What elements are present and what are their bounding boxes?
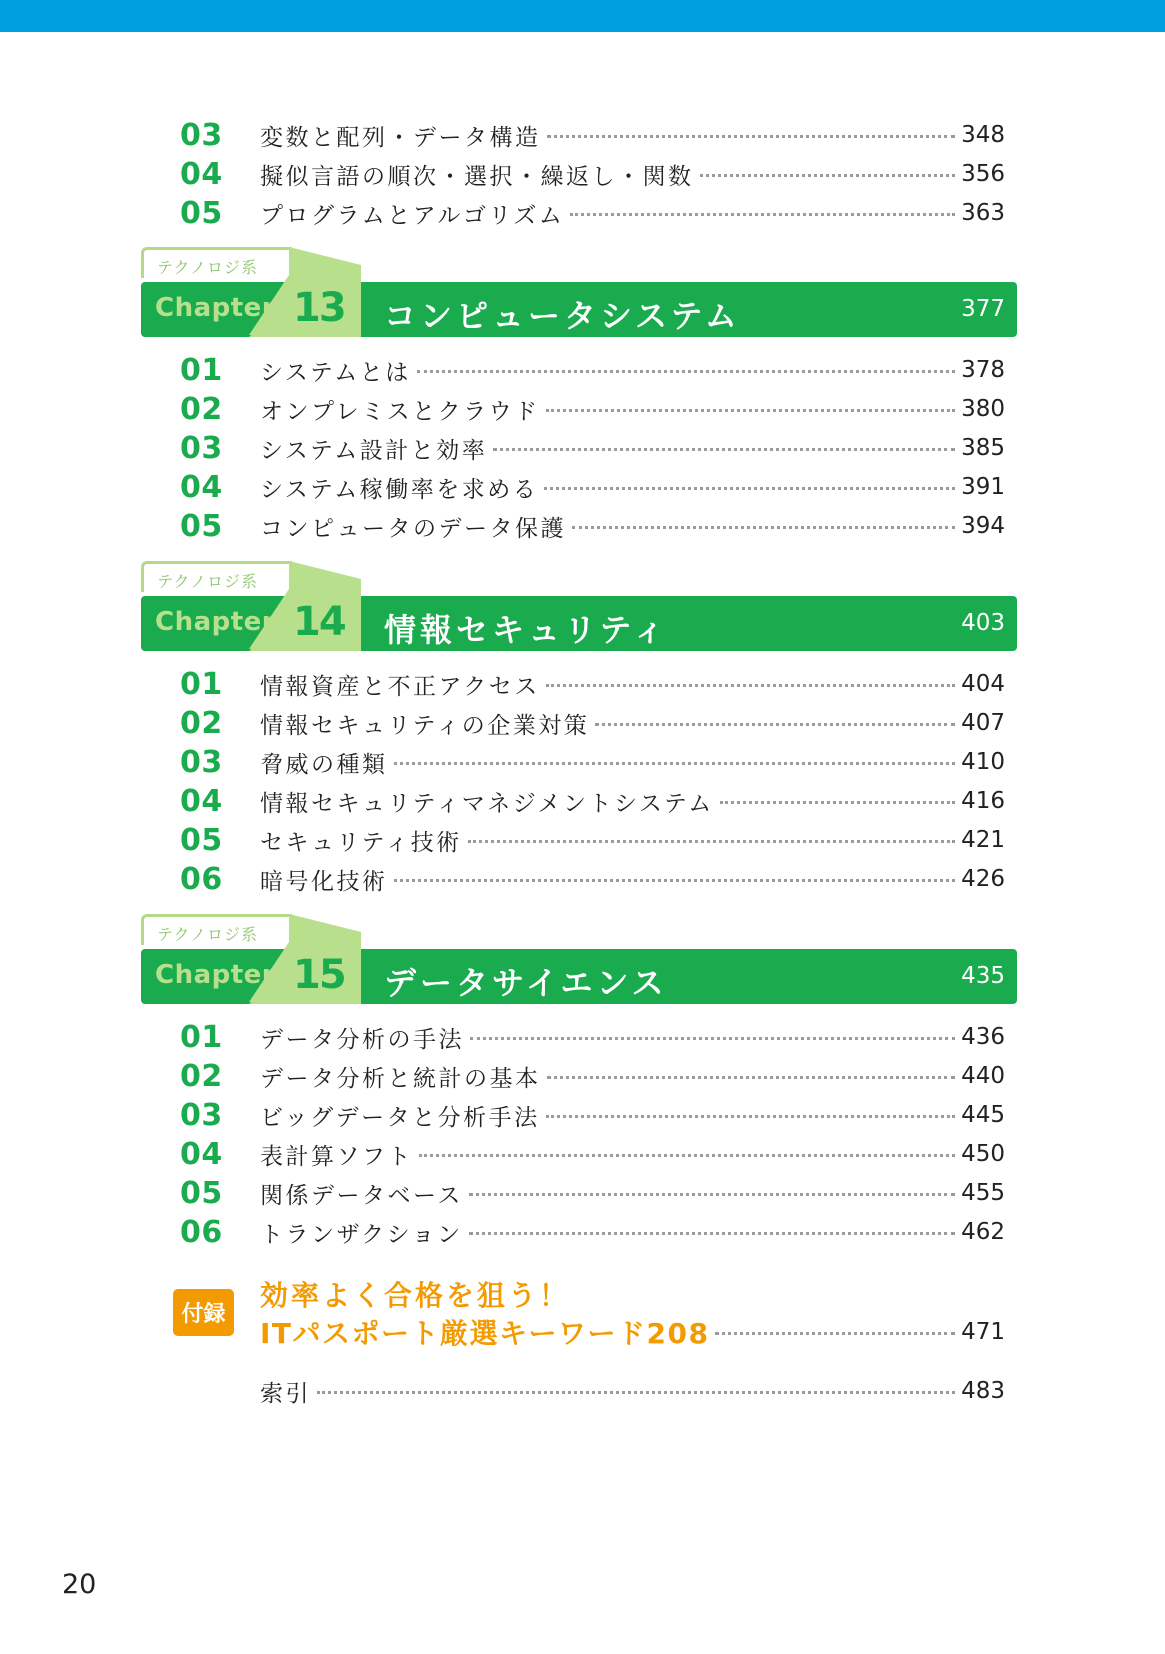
- section-number: 04: [180, 156, 223, 192]
- section-title: 情報セキュリティの企業対策: [260, 712, 590, 739]
- page-number: 462: [961, 1219, 1005, 1245]
- toc-entry[interactable]: [180, 704, 1005, 742]
- page-number: 471: [961, 1319, 1005, 1345]
- toc-entry[interactable]: [180, 1135, 1005, 1173]
- chapter-word: Chapter: [155, 960, 276, 990]
- category-label: テクノロジ系: [157, 925, 259, 944]
- page-number: 380: [961, 396, 1005, 422]
- toc-entry[interactable]: [180, 1018, 1005, 1056]
- section-title: システムとは: [260, 359, 411, 386]
- page-number: 410: [961, 749, 1005, 775]
- section-title: セキュリティ技術: [260, 829, 462, 856]
- section-number: 03: [180, 117, 223, 153]
- page-number: 455: [961, 1180, 1005, 1206]
- section-title: データ分析と統計の基本: [260, 1065, 541, 1092]
- index-entry[interactable]: [260, 1372, 1005, 1410]
- dot-leader: [468, 840, 955, 843]
- page-number: 436: [961, 1024, 1005, 1050]
- toc-entry[interactable]: [180, 351, 1005, 389]
- section-title: 変数と配列・データ構造: [260, 124, 541, 151]
- dot-leader: [546, 409, 956, 412]
- section-title: トランザクション: [260, 1221, 463, 1248]
- toc-entry[interactable]: [180, 507, 1005, 545]
- section-title: 暗号化技術: [260, 868, 388, 895]
- appendix-title-line1[interactable]: 効率よく合格を狙う！: [260, 1279, 571, 1312]
- section-number: 02: [180, 391, 223, 427]
- toc-entry[interactable]: [180, 743, 1005, 781]
- toc-entry[interactable]: [180, 1213, 1005, 1251]
- dot-leader: [572, 526, 955, 529]
- chapter-page: 403: [961, 610, 1005, 636]
- chapter-word: Chapter: [155, 293, 276, 323]
- section-number: 05: [180, 822, 223, 858]
- section-number: 03: [180, 744, 223, 780]
- page-number: 404: [961, 671, 1005, 697]
- section-title: システム設計と効率: [260, 437, 488, 464]
- dot-leader: [570, 213, 955, 216]
- section-number: 04: [180, 1136, 223, 1172]
- section-number: 02: [180, 705, 223, 741]
- section-title: 情報資産と不正アクセス: [260, 673, 540, 700]
- section-number: 05: [180, 1175, 223, 1211]
- section-title: 表計算ソフト: [260, 1143, 413, 1170]
- page-number: 407: [961, 710, 1005, 736]
- section-number: 01: [180, 1019, 223, 1055]
- dot-leader: [417, 370, 955, 373]
- section-title: データ分析の手法: [260, 1026, 464, 1053]
- dot-leader: [469, 1232, 955, 1235]
- chapter-page: 435: [961, 963, 1005, 989]
- section-title: ビッグデータと分析手法: [260, 1104, 540, 1131]
- page-number: 483: [961, 1378, 1005, 1404]
- page-number: 421: [961, 827, 1005, 853]
- chapter-page: 377: [961, 296, 1005, 322]
- page-number: 426: [961, 866, 1005, 892]
- section-number: 04: [180, 783, 223, 819]
- dot-leader: [595, 723, 955, 726]
- page-number: 445: [961, 1102, 1005, 1128]
- dot-leader: [546, 1115, 956, 1118]
- appendix-badge: 付録: [173, 1289, 234, 1336]
- page-number: 416: [961, 788, 1005, 814]
- dot-leader: [546, 684, 955, 687]
- section-title: オンプレミスとクラウド: [260, 398, 540, 425]
- page-folio: 20: [62, 1569, 97, 1600]
- section-number: 05: [180, 195, 223, 231]
- dot-leader: [394, 762, 956, 765]
- appendix-title-line2: ITパスポート厳選キーワード208: [260, 1317, 710, 1350]
- page-number: 440: [961, 1063, 1005, 1089]
- chapter-number: 14: [293, 599, 345, 645]
- section-number: 01: [180, 352, 223, 388]
- toc-entry[interactable]: [180, 1057, 1005, 1095]
- toc-entry[interactable]: [180, 1096, 1005, 1134]
- dot-leader: [547, 1076, 956, 1079]
- dot-leader: [394, 879, 956, 882]
- section-title: 脅威の種類: [260, 751, 388, 778]
- chapter-number: 15: [293, 952, 345, 998]
- section-title: コンピュータのデータ保護: [260, 515, 566, 542]
- page-number: 356: [961, 161, 1005, 187]
- section-number: 04: [180, 469, 223, 505]
- dot-leader: [419, 1154, 955, 1157]
- chapter-header-15[interactable]: [141, 914, 1017, 1004]
- chapter-title: 情報セキュリティ: [384, 611, 669, 649]
- page-number: 363: [961, 200, 1005, 226]
- toc-entry[interactable]: [180, 821, 1005, 859]
- chapter-title: データサイエンス: [384, 964, 668, 1002]
- toc-entry[interactable]: [180, 860, 1005, 898]
- section-number: 05: [180, 508, 223, 544]
- toc-entry[interactable]: [180, 468, 1005, 506]
- page-number: 394: [961, 513, 1005, 539]
- section-number: 06: [180, 861, 223, 897]
- dot-leader: [470, 1037, 955, 1040]
- toc-entry[interactable]: [180, 194, 1005, 232]
- toc-entry[interactable]: [180, 782, 1005, 820]
- page-number: 391: [961, 474, 1005, 500]
- section-number: 02: [180, 1058, 223, 1094]
- section-title: 擬似言語の順次・選択・繰返し・関数: [260, 163, 694, 190]
- chapter-title: コンピュータシステム: [384, 297, 741, 335]
- chapter-header-14[interactable]: [141, 561, 1017, 651]
- section-title: プログラムとアルゴリズム: [260, 202, 565, 229]
- dot-leader: [547, 135, 956, 138]
- page-number: 348: [961, 122, 1005, 148]
- category-label: テクノロジ系: [157, 572, 259, 591]
- appendix-entry[interactable]: [260, 1313, 1005, 1351]
- page-number: 378: [961, 357, 1005, 383]
- chapter-word: Chapter: [155, 607, 276, 637]
- toc-entry[interactable]: [180, 1174, 1005, 1212]
- toc-entry[interactable]: [180, 116, 1005, 154]
- section-title: 情報セキュリティマネジメントシステム: [260, 790, 714, 817]
- page-number: 450: [961, 1141, 1005, 1167]
- dot-leader: [715, 1332, 955, 1335]
- dot-leader: [317, 1391, 955, 1394]
- section-title: 関係データベース: [260, 1182, 463, 1209]
- dot-leader: [469, 1193, 955, 1196]
- dot-leader: [700, 174, 956, 177]
- section-number: 06: [180, 1214, 223, 1250]
- toc-entry[interactable]: [180, 429, 1005, 467]
- section-number: 03: [180, 430, 223, 466]
- top-color-bar: [0, 0, 1165, 32]
- section-title: システム稼働率を求める: [260, 476, 539, 503]
- toc-entry[interactable]: [180, 155, 1005, 193]
- chapter-number: 13: [293, 285, 345, 331]
- toc-entry[interactable]: [180, 665, 1005, 703]
- chapter-header-13[interactable]: [141, 247, 1017, 337]
- category-label: テクノロジ系: [157, 258, 259, 277]
- toc-entry[interactable]: [180, 390, 1005, 428]
- dot-leader: [493, 448, 955, 451]
- dot-leader: [720, 801, 955, 804]
- dot-leader: [544, 487, 955, 490]
- page-number: 385: [961, 435, 1005, 461]
- index-title: 索引: [260, 1380, 311, 1407]
- section-number: 01: [180, 666, 223, 702]
- section-number: 03: [180, 1097, 223, 1133]
